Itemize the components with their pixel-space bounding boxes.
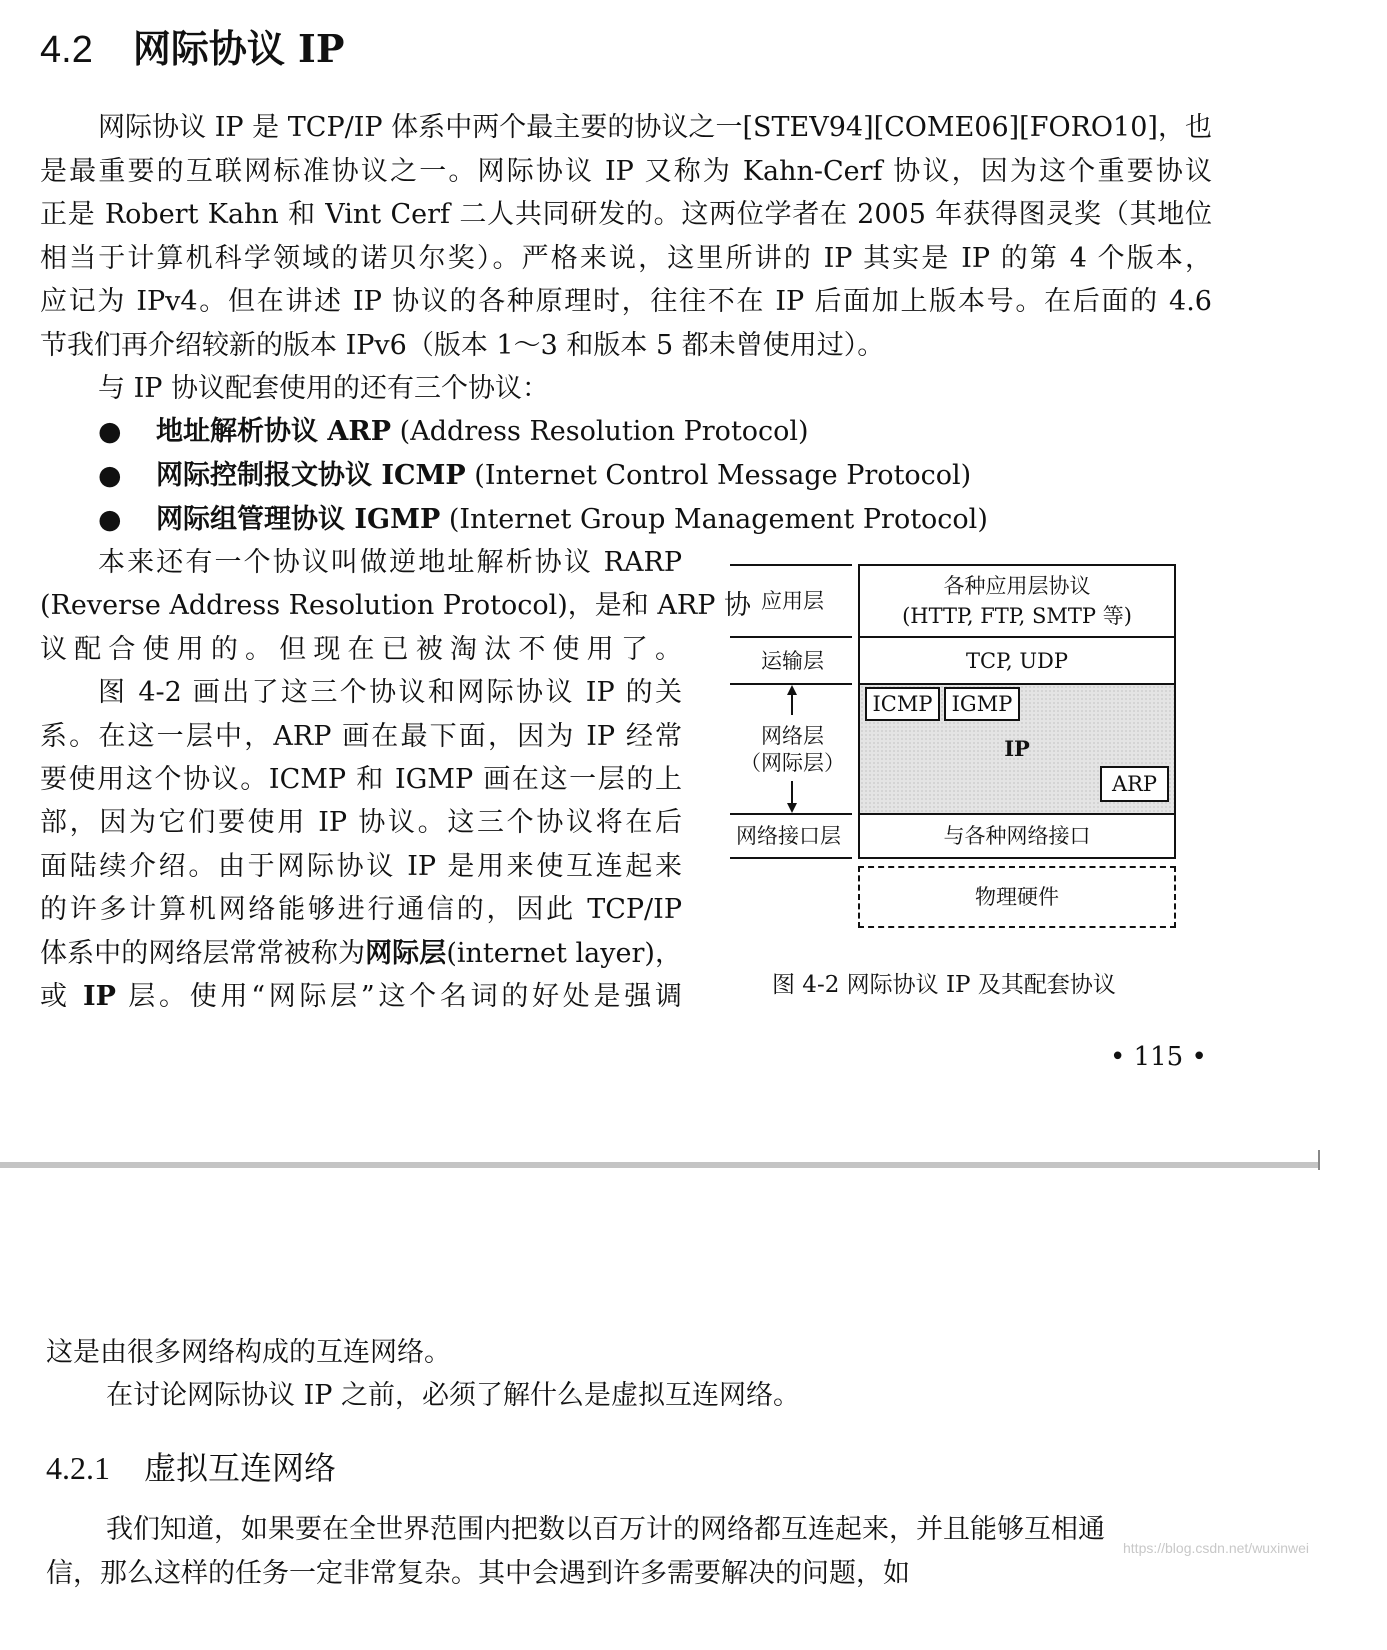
igmp-box: IGMP <box>944 687 1020 721</box>
text-fragment: 体系中的网络层常常被称为 <box>40 937 366 969</box>
layer-divider <box>730 813 852 815</box>
protocol-english: (Internet Group Management Protocol) <box>440 504 988 535</box>
page2-line: 在讨论网际协议 IP 之前，必须了解什么是虚拟互连网络。 <box>106 1380 800 1411</box>
protocol-name: 地址解析协议 ARP <box>156 416 392 447</box>
subsection-heading <box>46 1443 336 1489</box>
list-item <box>98 498 988 542</box>
protocol-stack-diagram <box>730 562 1180 932</box>
text-line: 系。在这一层中，ARP 画在最下面，因为 IP 经常 <box>40 720 682 752</box>
text-fragment: 或 <box>40 981 84 1013</box>
page2-line: 这是由很多网络构成的互连网络。 <box>46 1337 451 1368</box>
text-line: (Reverse Address Resolution Protocol)，是和 ARP 协 <box>40 590 751 622</box>
layer-label-network-alt: （网际层） <box>740 751 845 775</box>
list-item <box>98 410 988 454</box>
text-line: 要使用这个协议。ICMP 和 IGMP 画在这一层的上 <box>40 764 682 796</box>
cropped-line-container <box>0 1540 1387 1650</box>
text-line: 议配合使用的。但现在已被淘汰不使用了。 <box>40 633 682 665</box>
intro-paragraph <box>40 106 1212 411</box>
bullet-icon: ● <box>98 504 122 535</box>
figure-caption: 图 4-2 网际协议 IP 及其配套协议 <box>772 972 1116 998</box>
section-heading <box>40 18 344 73</box>
watermark: https://blog.csdn.net/wuxinwei <box>1123 1540 1309 1556</box>
layer-divider <box>730 636 852 638</box>
page-separator-edge <box>1318 1150 1320 1170</box>
transport-box: TCP, UDP <box>858 636 1176 685</box>
layer-label-transport: 运输层 <box>761 649 824 673</box>
bold-term: IP <box>83 981 116 1013</box>
text-line: 与 IP 协议配套使用的还有三个协议： <box>98 373 549 404</box>
text-line: 部，因为它们要使用 IP 协议。这三个协议将在后 <box>40 807 682 839</box>
layer-label-interface: 网络接口层 <box>736 824 841 848</box>
page-number: • 115 • <box>1110 1042 1207 1072</box>
layer-label-network: 网络层 <box>761 724 824 748</box>
ip-label: IP <box>1004 736 1030 761</box>
application-box-examples: (HTTP, FTP, SMTP 等) <box>902 604 1132 628</box>
text-fragment: 层。使用“网际层”这个名词的好处是强调 <box>115 981 682 1013</box>
bullet-icon: ● <box>98 416 122 447</box>
application-box-title: 各种应用层协议 <box>943 574 1091 598</box>
section-number: 4.2 <box>40 29 93 71</box>
text-line: 本来还有一个协议叫做逆地址解析协议 RARP <box>98 547 682 578</box>
text-line: 的许多计算机网络能够进行通信的，因此 TCP/IP <box>40 894 682 926</box>
protocol-english: (Address Resolution Protocol) <box>391 416 809 447</box>
bullet-icon: ● <box>98 460 122 491</box>
protocol-name: 网际控制报文协议 ICMP <box>156 460 466 491</box>
layer-label-application: 应用层 <box>761 589 824 613</box>
physical-hardware-box: 物理硬件 <box>858 866 1176 928</box>
text-line: 节我们再介绍较新的版本 IPv6（版本 1～3 和版本 5 都未曾使用过）。 <box>40 329 885 361</box>
text-line <box>40 975 682 1018</box>
section-title: 网际协议 IP <box>132 26 345 71</box>
text-line: 面陆续介绍。由于网际协议 IP 是用来使互连起来 <box>40 850 682 882</box>
text-line: 相当于计算机科学领域的诺贝尔奖）。严格来说，这里所讲的 IP 其实是 IP 的第 4 个版本， <box>40 242 1212 274</box>
text-line <box>40 932 682 975</box>
double-arrow-icon <box>782 685 802 813</box>
page-separator <box>0 1162 1320 1168</box>
layer-divider <box>730 564 852 566</box>
subsection-number: 4.2.1 <box>46 1450 110 1486</box>
text-fragment: (internet layer)， <box>446 937 683 969</box>
application-box <box>858 564 1176 638</box>
arp-box: ARP <box>1100 766 1169 802</box>
page2-paragraph-line-cropped: 信，那么这样的任务一定非常复杂。其中会遇到许多需要解决的问题，如 <box>46 1558 910 1589</box>
icmp-box: ICMP <box>865 687 940 721</box>
left-column-text <box>40 541 751 1018</box>
protocol-list <box>98 410 988 542</box>
text-line: 是最重要的互联网标准协议之一。网际协议 IP 又称为 Kahn-Cerf 协议，因为这个重要协议 <box>40 155 1212 187</box>
page2-paragraph-line: 我们知道，如果要在全世界范围内把数以百万计的网络都互连起来，并且能够互相通 <box>106 1514 1105 1545</box>
text-line: 图 4-2 画出了这三个协议和网际协议 IP 的关 <box>98 677 682 709</box>
protocol-name: 网际组管理协议 IGMP <box>156 504 441 535</box>
protocol-english: (Internet Control Message Protocol) <box>465 460 972 491</box>
list-item <box>98 454 988 498</box>
text-line: 正是 Robert Kahn 和 Vint Cerf 二人共同研发的。这两位学者在 2005 年获得图灵奖（其地位 <box>40 199 1212 230</box>
layer-divider <box>730 857 852 859</box>
network-interface-box: 与各种网络接口 <box>858 813 1176 859</box>
bold-term: 网际层 <box>365 937 447 969</box>
text-line: 应记为 IPv4。但在讲述 IP 协议的各种原理时，往往不在 IP 后面加上版本号。在后面的 4.6 <box>40 286 1212 317</box>
subsection-title: 虚拟互连网络 <box>144 1449 337 1487</box>
text-line: 网际协议 IP 是 TCP/IP 体系中两个最主要的协议之一[STEV94][COME06][FORO10]，也 <box>98 112 1212 143</box>
